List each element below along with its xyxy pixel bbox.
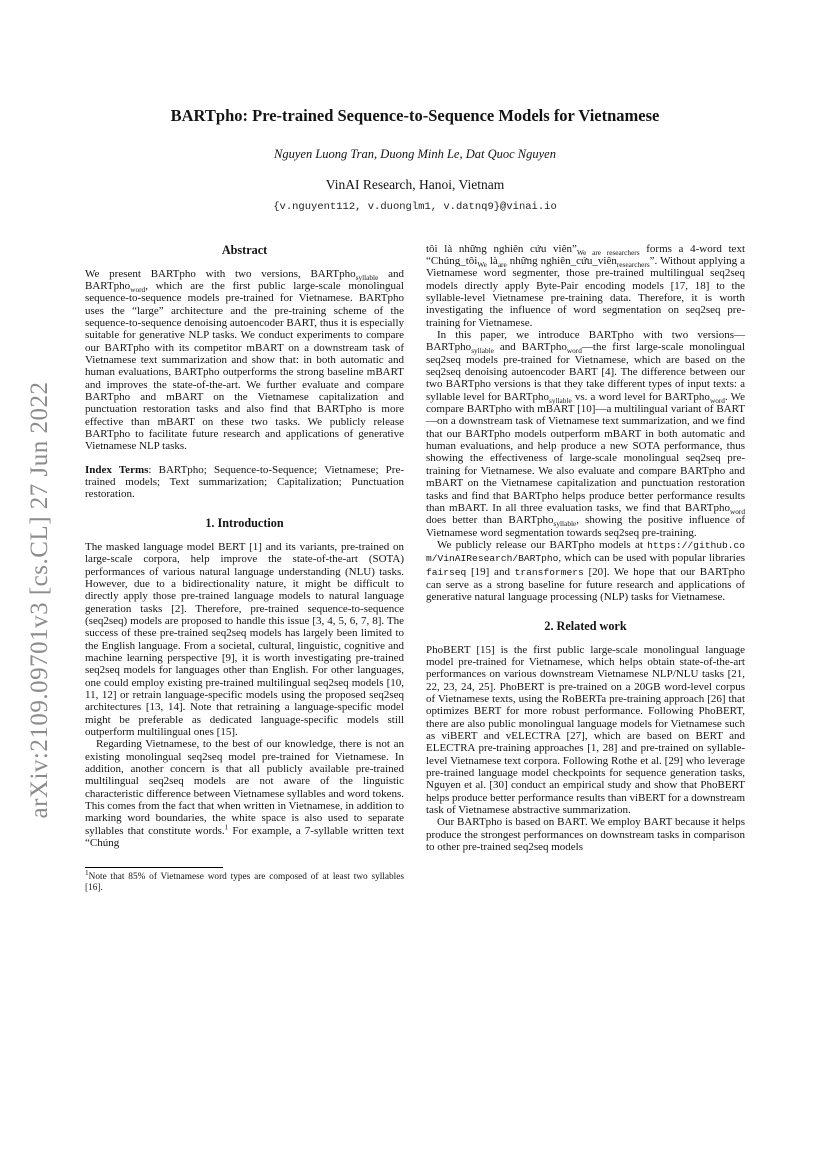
- affiliation-line: VinAI Research, Hanoi, Vietnam: [325, 176, 505, 192]
- text-run-sub: word: [730, 507, 745, 517]
- text-run-mono: fairseq: [426, 566, 467, 578]
- footnote-rule: [85, 867, 223, 868]
- intro-paragraph-2: Regarding Vietnamese, to the best of our knowledge, there is not an existing monolingual seq2seq model pre-trained for Vietnamese. In addition, another concern is that all publicly available pre-trained multilingual seq2seq models are not aware of the linguistic characteristic difference between Vietnamese syllables and word tokens. This comes from the fact that when written in Vietnamese, in addition to marking word boundaries, the white space is also used to separate syllables that constitute words.$^1$ For example, a 7-syllable written text “Chúng: [85, 738, 405, 850]
- intro-paragraph-1: The masked language model BERT [1] and its variants, pre-trained on large-scale corpora, help improve the state-of-the-art (SOTA) performances of various natural language understanding (NLU) tasks. However, due to a bidirectionality nature, it might be difficult to directly apply those pre-trained language models to natural language generation tasks [2]. Therefore, pre-trained sequence-to-sequence (seq2seq) models are proposed to handle this issue [3, 4, 5, 6, 7, 8]. The success of these pre-trained seq2seq models has largely been limited to the English language. From a societal, cultural, linguistic, cognitive and machine learning perspective [9], it is worth investigating pre-trained seq2seq models for languages other than English. For other languages, one could employ existing pre-trained multilingual seq2seq models [10, 11, 12] or retrain language-specific models using the proposed seq2seq architectures [13, 14]. Note that retraining a language-specific model might be preferable as dedicated language-specific models still outperform multilingual ones [15].: [85, 540, 404, 738]
- related-work-heading: 2. Related work: [544, 618, 627, 633]
- footnote: [85, 867, 404, 894]
- two-column-layout: [85, 243, 745, 895]
- related-paragraph-1: PhoBERT [15] is the first public large-scale monolingual language model pre-trained for Vietnamese, which helps obtain state-of-the-art performances on various downstream Vietnamese NLP/NLU tasks [21, 22, 23, 24, 25]. PhoBERT is pre-trained on a 20GB word-level corpus of Vietnamese texts, using the RoBERTa pre-training approach [26] that optimizes BERT for more robust performance. Following PhoBERT, there are also public monolingual language models for Vietnamese such as viBERT and vELECTRA [27], which are based on BERT and ELECTRA pre-training approaches [1, 28] and pre-trained on syllable-level Vietnamese text corpora. Following Rothe et al. [29] who leverage pre-trained language model checkpoints for sequence generation tasks, Nguyen et al. [30] conduct an empirical study and show that PhoBERT helps produce better performance results than viBERT for a downstream task of Vietnamese abstractive summarization.: [426, 643, 745, 817]
- text-run-sub: word: [709, 395, 725, 405]
- text-run-sub: We are researchers: [576, 247, 640, 257]
- text-run-sub: syllable: [355, 272, 379, 282]
- abstract-paragraph: We present BARTpho with two versions, BARTpho$_{syllable}$ and BARTpho$_{word}$, which are the first public large-scale monolingual sequence-to-sequence models pre-trained for Vietnamese. BARTpho uses the “large” architecture and the pre-training scheme of the sequence-to-sequence denoising autoencoder BART, thus it is especially suitable for generative NLP tasks. We conduct experiments to compare our BARTpho with its competitor mBART on a downstream task of Vietnamese text summarization and show that: in both automatic and human evaluations, BARTpho outperforms the strong baseline mBART and improves the state-of-the-art. We further evaluate and compare BARTpho and mBART on the Vietnamese capitalization and punctuation restoration tasks and also find that BARTpho is more effective than mBART on these two tasks. We publicly release BARTpho to facilitate future research and applications of generative Vietnamese NLP tasks.: [85, 267, 404, 453]
- text-run-sub: researchers: [616, 260, 650, 270]
- github-link[interactable]: https://github.com/VinAIResearch/BARTpho: [426, 539, 745, 565]
- right-paragraph-1: tôi là những nghiên cứu $viên”_{We are researchers}$ forms a 4-word text “Chúng_tôi$_{We}$ $là_{are}$ những nghiên_cứu_viên$_{researchers}$”. Without applying a Vietnamese word segmenter, those pre-trained multilingual seq2seq models directly apply Byte-Pair encoding models [17, 18] to the syllable-level Vietnamese pre-training data. Therefore, it is worth investigating the influence of word segmentation on seq2seq pre-training for Vietnamese.: [426, 242, 746, 329]
- title-block: [85, 106, 745, 213]
- text-run-sub: syllable: [471, 346, 494, 356]
- text-run-sup: 1: [85, 868, 89, 878]
- text-run-sub: word: [130, 285, 146, 295]
- text-run-sub: are: [497, 260, 507, 270]
- text-run-sub: We: [477, 260, 487, 270]
- text-run-sub: syllable: [553, 519, 577, 529]
- introduction-heading: 1. Introduction: [205, 515, 284, 530]
- text-run-sup: 1: [224, 822, 229, 832]
- arxiv-watermark: arXiv:2109.09701v3 [cs.CL] 27 Jun 2022: [26, 381, 53, 819]
- right-paragraph-3: We publicly release our BARTpho models at https://github.com/VinAIResearch/BARTpho, which can be used with popular libraries fairseq [19] and transformers [20]. We hope that our BARTpho can serve as a strong baseline for future research and applications of generative natural language processing (NLP) tasks for Vietnamese.: [426, 538, 745, 604]
- footnote-text: $^1$Note that 85% of Vietnamese word types are composed of at least two syllables [16].: [85, 868, 404, 894]
- paper-content: [85, 106, 745, 894]
- text-run-sub: word: [566, 346, 582, 356]
- abstract-heading: Abstract: [221, 242, 268, 257]
- text-run-b: Index Terms: [85, 463, 149, 476]
- emails-line: {v.nguyent112, v.duonglm1, v.datnq9}@vinai.io: [273, 200, 557, 213]
- paper-title: BARTpho: Pre-trained Sequence-to-Sequence Models for Vietnamese: [170, 106, 660, 125]
- text-run-sub: syllable: [549, 395, 572, 405]
- related-paragraph-2: Our BARTpho is based on BART. We employ BART because it helps produce the strongest performances on downstream tasks in comparison to other pre-trained seq2seq models: [426, 816, 745, 854]
- index-terms: Index Terms: BARTpho; Sequence-to-Sequence; Vietnamese; Pre-trained models; Text summarization; Capitalization; Punctuation restoration.: [85, 463, 404, 501]
- authors-line: Nguyen Luong Tran, Duong Minh Le, Dat Quoc Nguyen: [274, 146, 556, 161]
- left-column: [85, 243, 404, 895]
- text-run-mono: transformers: [514, 566, 584, 578]
- right-column: [426, 243, 745, 895]
- right-paragraph-2: In this paper, we introduce BARTpho with two versions—BARTpho$_{syllable}$ and BARTpho$_{word}$—the first large-scale monolingual seq2seq models pre-trained for Vietnamese, which are based on the seq2seq denoising autoencoder BART [4]. The difference between our two BARTpho versions is that they take different types of input texts: a syllable level for BARTpho$_{syllable}$ vs. a word level for BARTpho$_{word}$. We compare BARTpho with mBART [10]—a multilingual variant of BART—on a downstream task of Vietnamese text summarization, and we find that our BARTpho models outperform mBART in both automatic and human evaluations, and help produce a new SOTA performance, thus showing the effectiveness of large-scale monolingual seq2seq pre-training for Vietnamese. We also evaluate and compare BARTpho and mBART on the Vietnamese capitalization and punctuation restoration tasks and find that BARTpho helps produce better performance results than mBART. In all three evaluation tasks, we find that BARTpho$_{word}$ does better than BARTpho$_{syllable}$, showing the positive influence of Vietnamese word segmentation towards seq2seq pre-training.: [426, 329, 746, 539]
